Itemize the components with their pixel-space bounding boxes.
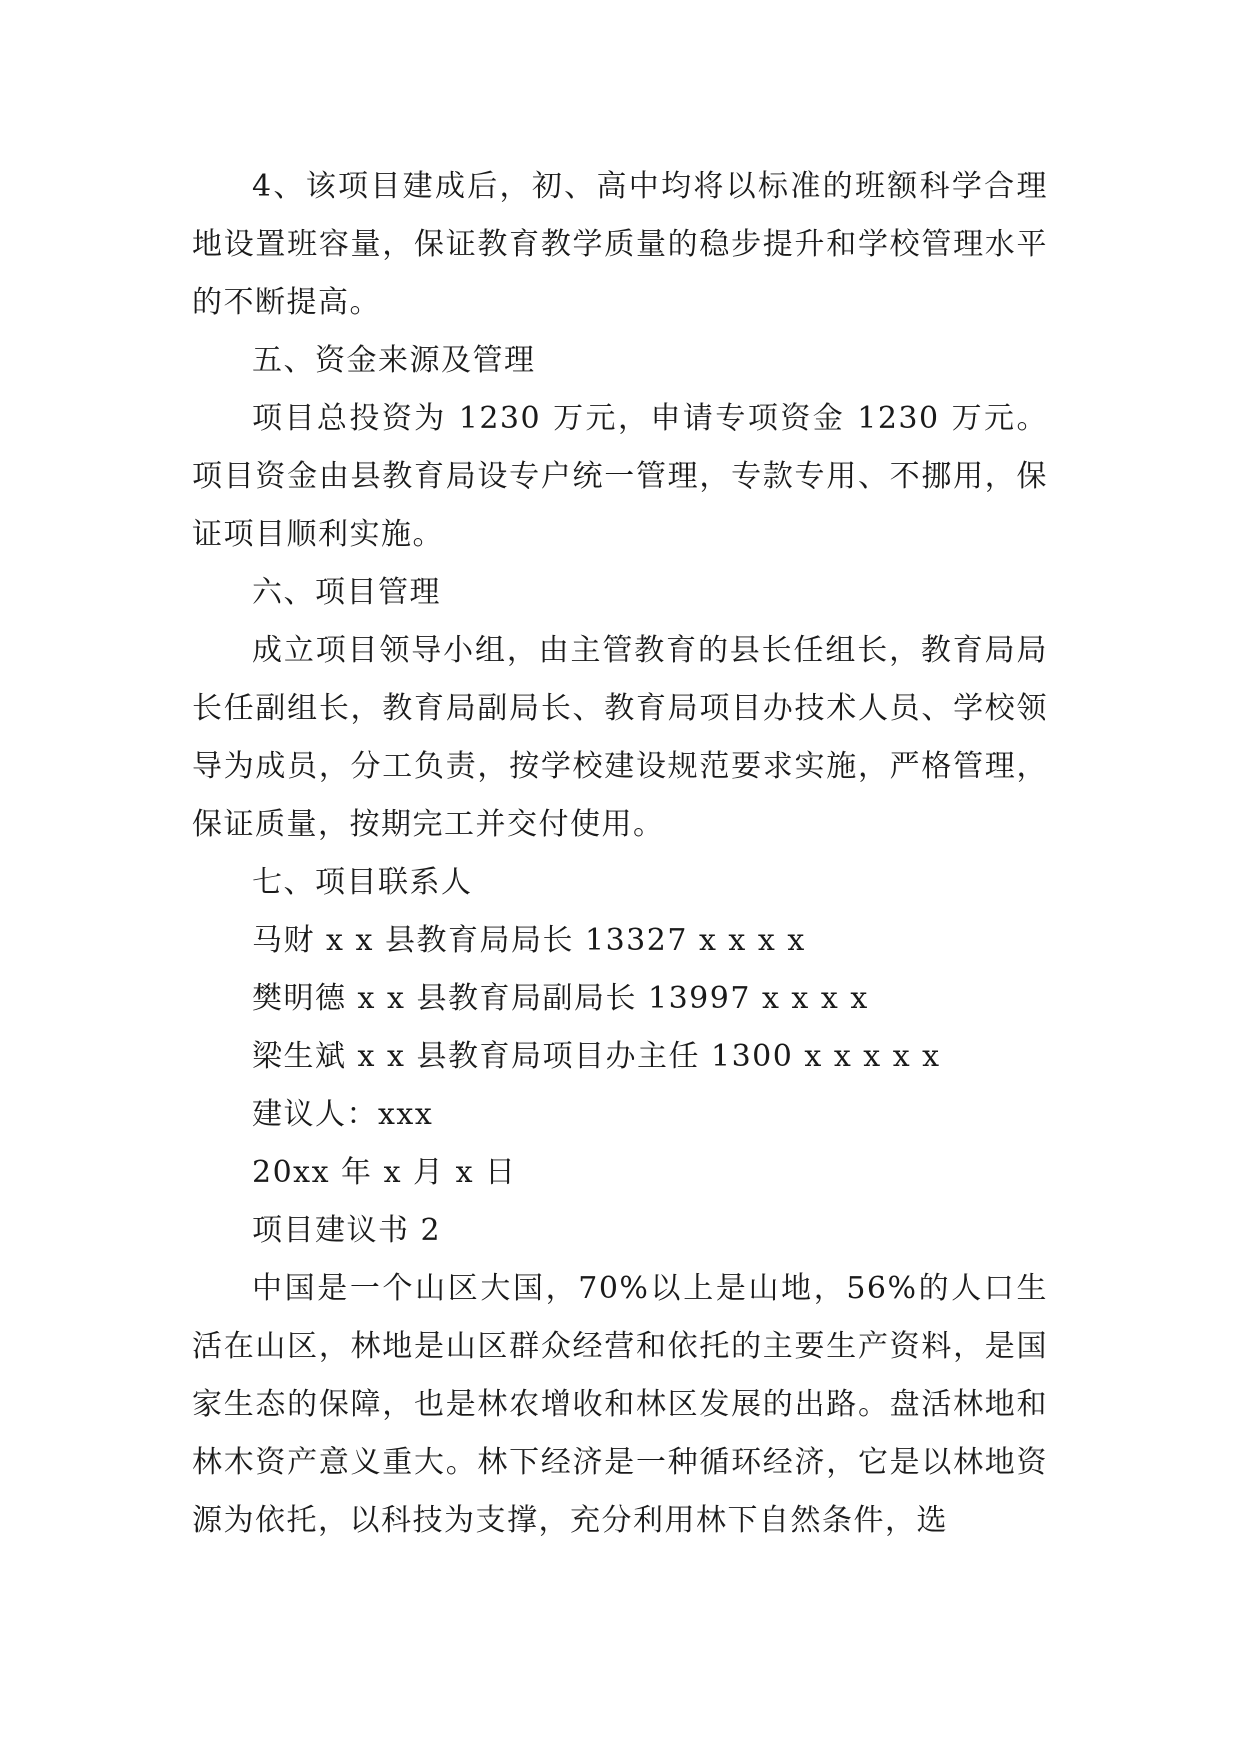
proposer-line: 建议人：xxx xyxy=(252,1097,434,1132)
paragraph-forest-economy: 中国是一个山区大国，70%以上是山地，56%的人口生活在山区，林地是山区群众经营和依托的主要生产资料，是国家生态的保障，也是林农增收和林区发展的出路。盘活林地和林木资产意义重大。林下经济是一种循环经济，它是以林地资源为依托，以科技为支撑，充分利用林下自然条件，选 xyxy=(192,1271,1048,1538)
contact-line-3: 梁生斌 x x 县教育局项目办主任 1300 x x x x x xyxy=(252,1039,941,1074)
paragraph-management: 成立项目领导小组，由主管教育的县长任组长，教育局局长任副组长，教育局副局长、教育局项目办技术人员、学校领导为成员，分工负责，按学校建设规范要求实施，严格管理，保证质量，按期完工并交付使用。 xyxy=(192,633,1048,842)
heading-funding: 五、资金来源及管理 xyxy=(252,343,536,378)
heading-contacts: 七、项目联系人 xyxy=(252,865,473,900)
section-title-proposal-2: 项目建议书 2 xyxy=(252,1213,442,1248)
paragraph-funding: 项目总投资为 1230 万元，申请专项资金 1230 万元。项目资金由县教育局设专户统一管理，专款专用、不挪用，保证项目顺利实施。 xyxy=(192,401,1048,552)
contact-line-2: 樊明德 x x 县教育局副局长 13997 x x x x xyxy=(252,981,869,1016)
contact-line-1: 马财 x x 县教育局局长 13327 x x x x xyxy=(252,923,806,958)
document-body xyxy=(192,158,1048,1550)
paragraph-class-size: 4、该项目建成后，初、高中均将以标准的班额科学合理地设置班容量，保证教育教学质量的稳步提升和学校管理水平的不断提高。 xyxy=(192,169,1048,320)
heading-management: 六、项目管理 xyxy=(252,575,441,610)
date-line: 20xx 年 x 月 x 日 xyxy=(252,1155,517,1190)
